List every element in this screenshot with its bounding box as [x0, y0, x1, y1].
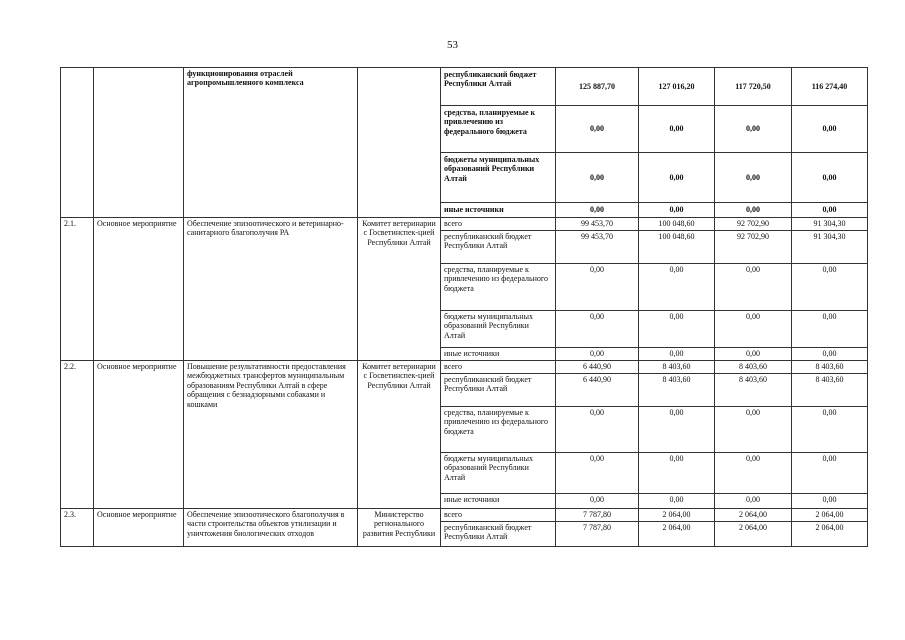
item-name-cell: Обеспечение эпизоотического и ветеринарно-санитарного благополучия РА — [184, 218, 358, 361]
funding-source-cell: средства, планируемые к привлечению из федерального бюджета — [441, 264, 556, 311]
amount-cell: 0,00 — [556, 203, 639, 218]
table-row — [61, 361, 868, 374]
amount-cell: 8 403,60 — [715, 374, 792, 407]
amount-cell: 99 453,70 — [556, 218, 639, 231]
amount-cell: 99 453,70 — [556, 231, 639, 264]
amount-cell: 2 064,00 — [792, 509, 868, 522]
amount-cell: 0,00 — [639, 203, 715, 218]
amount-cell: 0,00 — [792, 494, 868, 509]
amount-cell: 0,00 — [556, 407, 639, 453]
amount-cell: 0,00 — [715, 106, 792, 153]
item-number-cell — [61, 68, 94, 218]
amount-cell: 8 403,60 — [792, 361, 868, 374]
funding-source-cell: средства, планируемые к привлечению из федерального бюджета — [441, 106, 556, 153]
amount-cell: 6 440,90 — [556, 374, 639, 407]
amount-cell: 6 440,90 — [556, 361, 639, 374]
funding-source-cell: всего — [441, 218, 556, 231]
amount-cell: 7 787,80 — [556, 509, 639, 522]
amount-cell: 2 064,00 — [792, 522, 868, 547]
amount-cell: 91 304,30 — [792, 231, 868, 264]
funding-source-cell: республиканский бюджет Республики Алтай — [441, 231, 556, 264]
amount-cell: 92 702,90 — [715, 231, 792, 264]
funding-source-cell: иные источники — [441, 348, 556, 361]
amount-cell: 125 887,70 — [556, 68, 639, 106]
funding-source-cell: республиканский бюджет Республики Алтай — [441, 374, 556, 407]
amount-cell: 0,00 — [715, 153, 792, 203]
amount-cell: 127 016,20 — [639, 68, 715, 106]
page-number: 53 — [447, 39, 458, 51]
amount-cell: 91 304,30 — [792, 218, 868, 231]
funding-source-cell: республиканский бюджет Республики Алтай — [441, 522, 556, 547]
amount-cell: 0,00 — [556, 348, 639, 361]
item-type-cell: Основное мероприятие — [94, 361, 184, 509]
item-name-cell: функционирования отраслей агропромышленного комплекса — [184, 68, 358, 218]
amount-cell: 0,00 — [715, 407, 792, 453]
funding-source-cell: иные источники — [441, 203, 556, 218]
amount-cell: 0,00 — [556, 311, 639, 348]
item-number-cell: 2.3. — [61, 509, 94, 547]
amount-cell: 2 064,00 — [715, 509, 792, 522]
amount-cell: 0,00 — [556, 153, 639, 203]
amount-cell: 0,00 — [792, 153, 868, 203]
funding-source-cell: бюджеты муниципальных образований Республики Алтай — [441, 311, 556, 348]
amount-cell: 0,00 — [792, 264, 868, 311]
item-name-cell: Обеспечение эпизоотического благополучия в части строительства объектов утилизации и уничтожения биологических отходов — [184, 509, 358, 547]
amount-cell: 0,00 — [715, 494, 792, 509]
amount-cell: 0,00 — [715, 203, 792, 218]
item-type-cell — [94, 68, 184, 218]
funding-source-cell: республиканский бюджет Республики Алтай — [441, 68, 556, 106]
item-number-cell: 2.1. — [61, 218, 94, 361]
item-number-cell: 2.2. — [61, 361, 94, 509]
amount-cell: 0,00 — [556, 264, 639, 311]
amount-cell: 0,00 — [556, 106, 639, 153]
amount-cell: 0,00 — [639, 153, 715, 203]
item-type-cell: Основное мероприятие — [94, 509, 184, 547]
amount-cell: 0,00 — [792, 407, 868, 453]
table-row — [61, 509, 868, 522]
amount-cell: 0,00 — [792, 106, 868, 153]
amount-cell: 2 064,00 — [639, 522, 715, 547]
amount-cell: 0,00 — [639, 311, 715, 348]
item-name-cell: Повышение результативности предоставления межбюджетных трансфертов муниципальным образованиям Республики Алтай в сфере обращения с безнадзорными собаками и кошками — [184, 361, 358, 509]
amount-cell: 7 787,80 — [556, 522, 639, 547]
funding-source-cell: иные источники — [441, 494, 556, 509]
amount-cell: 0,00 — [792, 311, 868, 348]
amount-cell: 8 403,60 — [639, 361, 715, 374]
amount-cell: 0,00 — [639, 348, 715, 361]
amount-cell: 0,00 — [639, 106, 715, 153]
responsible-cell: Комитет ветеринарии с Госветинспек-цией Республики Алтай — [358, 218, 441, 361]
amount-cell: 0,00 — [715, 453, 792, 494]
amount-cell: 8 403,60 — [639, 374, 715, 407]
amount-cell: 2 064,00 — [639, 509, 715, 522]
amount-cell: 0,00 — [556, 494, 639, 509]
table-body — [61, 68, 868, 547]
responsible-cell: Комитет ветеринарии с Госветинспек-цией Республики Алтай — [358, 361, 441, 509]
amount-cell: 0,00 — [792, 348, 868, 361]
amount-cell: 116 274,40 — [792, 68, 868, 106]
budget-table — [60, 67, 868, 547]
amount-cell: 0,00 — [792, 453, 868, 494]
amount-cell: 0,00 — [639, 264, 715, 311]
funding-source-cell: всего — [441, 509, 556, 522]
amount-cell: 117 720,50 — [715, 68, 792, 106]
responsible-cell: Министерство регионального развития Республики — [358, 509, 441, 547]
amount-cell: 92 702,90 — [715, 218, 792, 231]
funding-source-cell: бюджеты муниципальных образований Республики Алтай — [441, 453, 556, 494]
amount-cell: 0,00 — [556, 453, 639, 494]
funding-source-cell: всего — [441, 361, 556, 374]
amount-cell: 100 048,60 — [639, 231, 715, 264]
table-row — [61, 218, 868, 231]
funding-source-cell: бюджеты муниципальных образований Республики Алтай — [441, 153, 556, 203]
amount-cell: 0,00 — [639, 453, 715, 494]
amount-cell: 8 403,60 — [792, 374, 868, 407]
funding-source-cell: средства, планируемые к привлечению из федерального бюджета — [441, 407, 556, 453]
amount-cell: 0,00 — [715, 348, 792, 361]
amount-cell: 2 064,00 — [715, 522, 792, 547]
amount-cell: 0,00 — [639, 494, 715, 509]
item-type-cell: Основное мероприятие — [94, 218, 184, 361]
amount-cell: 0,00 — [715, 264, 792, 311]
responsible-cell — [358, 68, 441, 218]
amount-cell: 8 403,60 — [715, 361, 792, 374]
amount-cell: 0,00 — [715, 311, 792, 348]
carry-row — [61, 68, 868, 106]
amount-cell: 0,00 — [639, 407, 715, 453]
amount-cell: 100 048,60 — [639, 218, 715, 231]
amount-cell: 0,00 — [792, 203, 868, 218]
